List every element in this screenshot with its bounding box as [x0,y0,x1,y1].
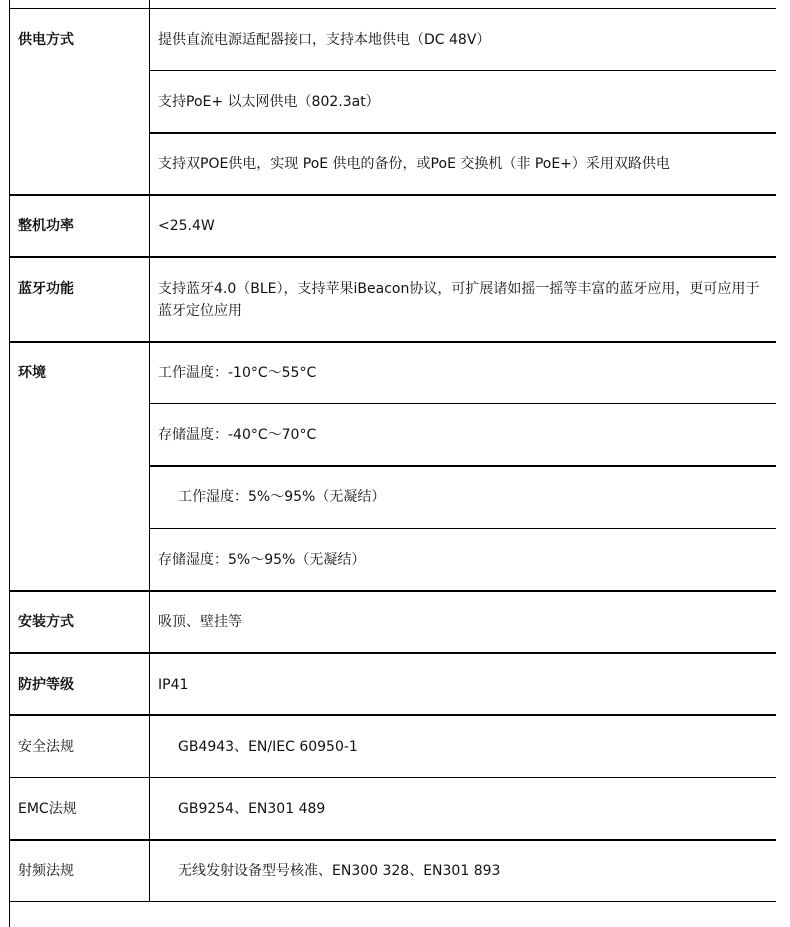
table-column-divider [149,0,150,902]
row-divider [9,714,776,716]
row-label-emc-regulation: EMC法规 [18,801,77,817]
power-supply-dual-poe: 支持双POE供电，实现 PoE 供电的备份，或PoE 交换机（非 PoE+）采用双路供电 [158,156,670,172]
bluetooth-line-1: 支持蓝牙4.0（BLE），支持苹果iBeacon协议，可扩展诸如摇一摇等丰富的蓝牙应用，更可应用于 [158,281,760,297]
row-label-power-supply: 供电方式 [18,32,74,48]
protection-rating-value: IP41 [158,677,189,693]
row-divider [9,590,776,592]
cell-divider [149,465,776,467]
row-divider [9,8,776,9]
power-supply-poe: 支持PoE+ 以太网供电（802.3at） [158,94,380,110]
emc-regulation-value: GB9254、EN301 489 [178,801,326,817]
row-label-installation: 安装方式 [18,614,74,630]
rf-regulation-value: 无线发射设备型号核准、EN300 328、EN301 893 [178,863,501,879]
row-label-safety-regulation: 安全法规 [18,739,74,755]
operating-humidity: 工作湿度：5%～95%（无凝结） [178,489,386,505]
row-label-bluetooth: 蓝牙功能 [18,281,74,297]
row-divider [9,194,776,196]
row-label-protection-rating: 防护等级 [18,677,74,693]
row-label-rf-regulation: 射频法规 [18,863,74,879]
row-label-environment: 环境 [18,365,46,381]
installation-value: 吸顶、壁挂等 [158,614,242,630]
storage-temperature: 存储温度：-40°C～70°C [158,427,317,443]
row-divider [9,652,776,654]
power-supply-dc: 提供直流电源适配器接口，支持本地供电（DC 48V） [158,32,491,48]
safety-regulation-value: GB4943、EN/IEC 60950-1 [178,739,358,755]
row-label-power-consumption: 整机功率 [18,218,74,234]
row-divider [9,777,776,778]
power-consumption-value: <25.4W [158,218,215,234]
cell-divider [149,528,776,529]
cell-divider [149,70,776,71]
bluetooth-line-2: 蓝牙定位应用 [158,303,242,319]
row-divider [9,256,776,258]
row-divider [9,839,776,841]
operating-temperature: 工作温度：-10°C～55°C [158,365,317,381]
cell-divider [149,132,776,134]
cell-divider [149,403,776,404]
row-divider [9,901,776,902]
table-left-border [9,0,10,927]
storage-humidity: 存储湿度：5%～95%（无凝结） [158,552,366,568]
row-divider [9,341,776,343]
